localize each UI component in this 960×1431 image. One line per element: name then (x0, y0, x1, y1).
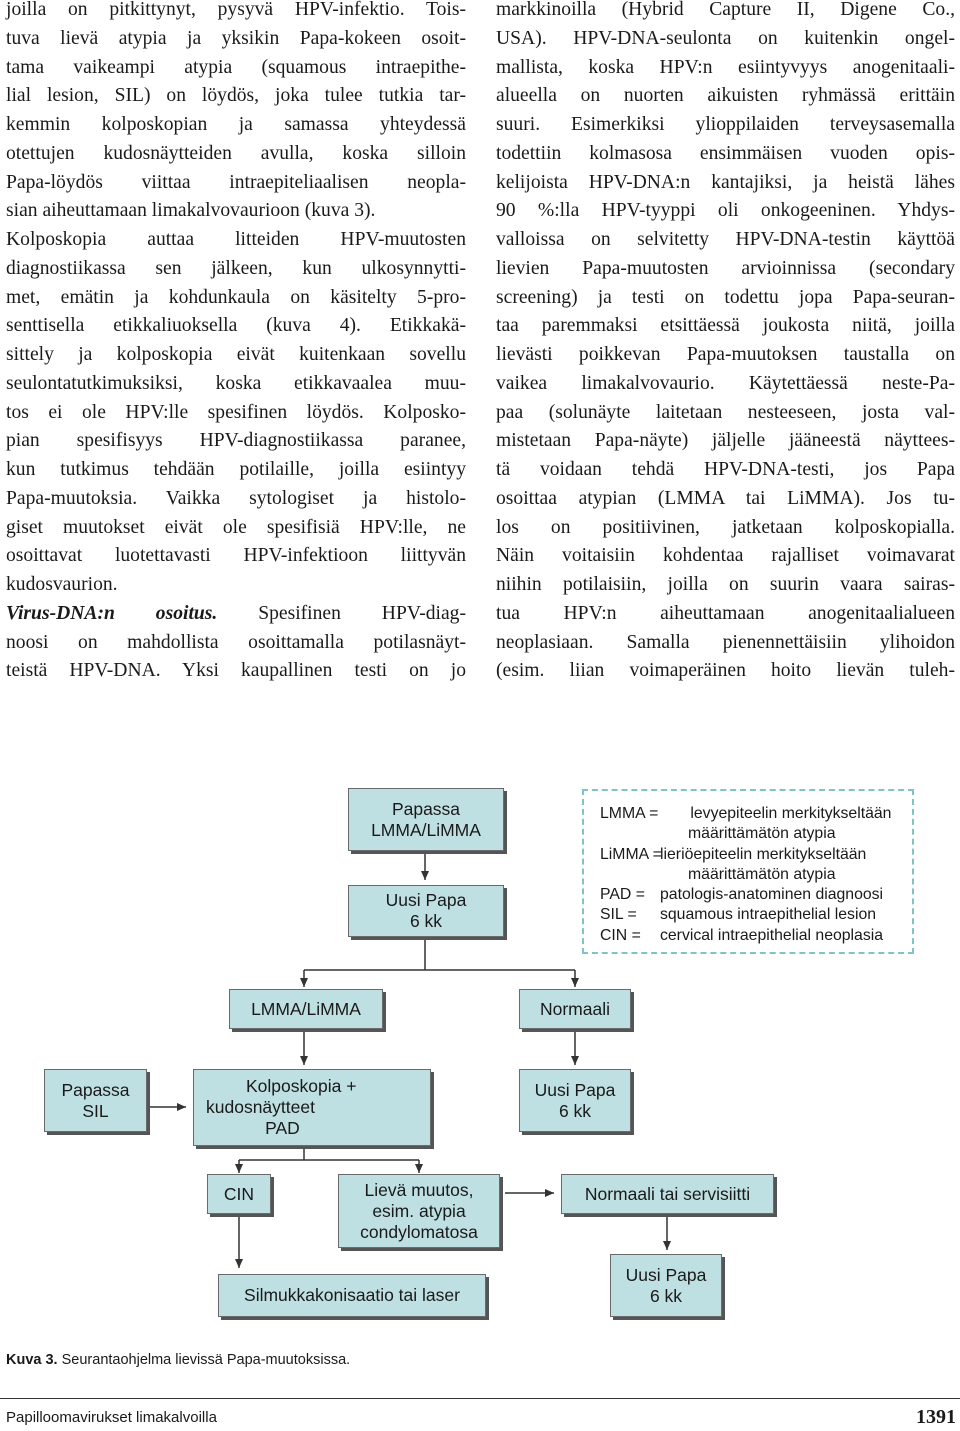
abbreviation-legend (582, 789, 914, 954)
text-line: tä voidaan tehdä HPV-DNA-testi, jos Papa (496, 459, 955, 480)
text-line: lial lesion, SIL) on löydös, joka tulee tutkia tar- (6, 85, 466, 107)
figure-caption-text: Seurantaohjelma lievissä Papa-muutoksissa. (57, 1352, 351, 1368)
text-line: joilla on pitkittynyt, pysyvä HPV-infektio. Tois- (6, 0, 466, 20)
text-line: (esim. liian voimaperäinen hoito lievän tuleh- (496, 660, 955, 682)
section-subheading: Virus-DNA:n osoitus. (6, 602, 218, 624)
text-line: tua HPV:n aiheuttamaan anogenitaalialueen (496, 602, 955, 624)
text-line: giset muutokset eivät ole spesifisiä HPV:lle, ne (6, 516, 466, 538)
text-line: tama vaikeampi atypia (squamous intraepithe- (6, 56, 466, 78)
legend-row-cin (600, 926, 912, 946)
text-line: USA). HPV-DNA-seulonta on kuitenkin ongel- (496, 27, 955, 49)
box-uusi-papa-1-line1: Uusi Papa (385, 890, 467, 910)
box-normaali-servisiitti-line1: Normaali tai servisiitti (584, 1183, 751, 1204)
box-kolposkopia-line2-wrap (206, 1097, 315, 1139)
legend-value: cervical intraepithelial neoplasia (660, 926, 884, 944)
box-papassa-lmma-line1: Papassa (391, 798, 461, 819)
text-line: sittely ja kolposkopia eivät kuitenkaan sovellu (6, 344, 466, 365)
legend-key: CIN = (600, 926, 641, 944)
text-line: met, emätin ja kohdunkaula on käsitelty 5-pro- (6, 286, 466, 308)
text-line: vaikea limakalvovaurio. Käytettäessä neste-Pa- (496, 372, 955, 394)
text-line: taa paremmaksi etsittäessä joukosta niitä, joilla (496, 315, 955, 337)
legend-key: PAD = (600, 886, 645, 904)
box-kolposkopia-line2: kudosnäytteet (206, 1097, 315, 1117)
legend-cont: määrittämätön atypia (688, 825, 836, 843)
text-line: seulontatutkimuksiksi, koska etikkavaalea muu- (6, 372, 466, 394)
text-line: noosi on mahdollista osoittamalla potilasnäyt- (6, 631, 466, 653)
legend-key: LMMA = (600, 805, 659, 822)
text-line: tos ei ole HPV:lle spesifinen löydös. Kolposko- (6, 401, 466, 423)
box-papassa-lmma-line2: LMMA/LiMMA (371, 819, 481, 840)
box-uusi-papa-3-line1: Uusi Papa (625, 1264, 707, 1285)
text-line: niihin potilaisiin, joilla on suurin vaara sairas- (496, 574, 955, 595)
text-line: valloissa on selvitetty HPV-DNA-testin käyttöä (496, 229, 955, 250)
text-line: lievien Papa-muutosten arvioinnissa (secondary (496, 257, 955, 279)
figure-caption-label: Kuva 3. (6, 1352, 58, 1368)
text-line: mistetaan Papa-näyte) jäljelle jääneestä näyttees- (496, 430, 955, 452)
box-lieva-muutos-line1: Lievä muutos, (364, 1179, 474, 1200)
text-line: 90 %:lla HPV-tyyppi oli onkogeeninen. Yhdys- (496, 200, 955, 222)
legend-key: LiMMA = (600, 845, 662, 863)
running-footer-title: Papilloomavirukset limakalvoilla (6, 1409, 217, 1426)
legend-value: patologis-anatominen diagnoosi (660, 886, 884, 904)
box-uusi-papa-2-line1: Uusi Papa (534, 1079, 616, 1100)
text-line: todettiin kolmasosa ensimmäisen vuoden opis- (496, 142, 955, 164)
text-line: diagnostiikassa sen jälkeen, kun ulkosynnytti- (6, 257, 466, 279)
legend-key: SIL = (600, 906, 637, 924)
box-uusi-papa-1-line2: 6 kk (409, 911, 443, 931)
text-line: screening) ja testi on todettu jopa Papa-seuran- (496, 286, 955, 308)
box-uusi-papa-2-line2: 6 kk (558, 1100, 592, 1121)
box-uusi-papa-3 (610, 1254, 722, 1317)
box-papassa-sil-line2: SIL (82, 1100, 109, 1121)
box-normaali (519, 989, 631, 1029)
box-cin-line1: CIN (223, 1183, 255, 1204)
text-line: kemmin kolposkopian ja samassa yhteydessä (6, 114, 466, 135)
text-line: kelijoista HPV-DNA:n kantajiksi, ja heistä lähes (496, 171, 955, 193)
box-lieva-muutos (338, 1174, 500, 1248)
text-line: los on positiivinen, jatketaan kolposkopialla. (496, 516, 955, 538)
box-silmukka (218, 1274, 486, 1317)
text-line: Papa-löydös viittaa intraepiteliaalisen neopla- (6, 171, 466, 193)
box-lieva-muutos-line3: condylomatosa (360, 1221, 478, 1242)
text-line: paa (solunäyte laitetaan nesteeseen, josta val- (496, 401, 955, 423)
box-silmukka-line1: Silmukkakonisaatio tai laser (244, 1285, 460, 1305)
box-cin (207, 1174, 271, 1214)
box-kolposkopia-line1: Kolposkopia + (246, 1076, 357, 1096)
right-text-column (496, 0, 955, 686)
box-papassa-sil (44, 1069, 147, 1132)
text-line: kun tutkimus tehdään potilaille, joilla esiintyy (6, 459, 466, 480)
text-line: osoittavat luotettavasti HPV-infektioon liittyvän (6, 545, 466, 567)
page-footer (0, 1398, 960, 1431)
box-normaali-servisiitti (561, 1174, 774, 1214)
box-uusi-papa-1 (348, 885, 504, 937)
text-line: kudosvaurion. (6, 574, 118, 595)
text-line: pian spesifisyys HPV-diagnostiikassa paranee, (6, 430, 466, 452)
box-papassa-lmma (348, 788, 504, 851)
subheading-line (6, 600, 466, 629)
legend-value: squamous intraepithelial lesion (660, 906, 877, 924)
box-kolposkopia (193, 1069, 431, 1146)
box-uusi-papa-3-line2: 6 kk (649, 1285, 683, 1306)
subheading-line-rest: Spesifinen HPV-diag- (217, 602, 466, 624)
text-line: tuva lievä atypia ja yksikin Papa-kokeen osoit- (6, 27, 466, 49)
text-line: Näin voitaisiin kohdentaa rajalliset voimavarat (496, 545, 955, 567)
text-line: Papa-muutoksia. Vaikka sytologiset ja histolo- (6, 487, 466, 509)
text-line: teistä HPV-DNA. Yksi kaupallinen testi on jo (6, 660, 466, 682)
text-line: alueella on nuorten aikuisten ryhmässä erittäin (496, 85, 955, 107)
text-line: otettujen kudosnäytteiden avulla, koska silloin (6, 142, 466, 164)
page-number: 1391 (916, 1406, 956, 1428)
text-line: markkinoilla (Hybrid Capture II, Digene Co., (496, 0, 955, 20)
left-text-column (6, 0, 466, 686)
figure-caption (6, 1352, 350, 1368)
text-line: suuri. Esimerkiksi ylioppilaiden terveysasemalla (496, 114, 955, 135)
text-line: mallista, koska HPV:n esiintyvyys anogenitaali- (496, 56, 955, 78)
text-line: senttisella etikkaliuoksella (kuva 4). Etikkakä- (6, 315, 466, 337)
box-lmma-limma (229, 989, 383, 1029)
box-lieva-muutos-line2: esim. atypia (372, 1200, 466, 1221)
legend-value: lieriöepiteelin merkitykseltään (660, 845, 867, 863)
legend-row-pad (600, 885, 912, 905)
text-line: lievästi poikkevan Papa-muutoksen taustalla on (496, 344, 955, 365)
box-normaali-line1: Normaali (539, 998, 611, 1019)
flowchart-figure (0, 780, 960, 1360)
legend-cont: määrittämätön atypia (688, 865, 836, 883)
text-line: sian aiheuttamaan limakalvovaurioon (kuva 3). (6, 200, 376, 222)
legend-value: levyepiteelin merkitykseltään (690, 805, 892, 822)
box-uusi-papa-2 (519, 1069, 631, 1132)
text-line: neoplasiaan. Samalla pienennettäisiin ylihoidon (496, 631, 955, 653)
box-kolposkopia-pad: PAD (265, 1118, 300, 1138)
legend-row-limma (600, 845, 912, 865)
text-line: Kolposkopia auttaa litteiden HPV-muutosten (6, 229, 466, 250)
text-line: osoittaa atypian (LMMA tai LiMMA). Jos tu- (496, 487, 955, 509)
box-papassa-sil-line1: Papassa (61, 1079, 130, 1100)
legend-row-sil (600, 905, 912, 925)
box-lmma-limma-line1: LMMA/LiMMA (251, 998, 361, 1019)
legend-row-lmma (600, 804, 912, 824)
